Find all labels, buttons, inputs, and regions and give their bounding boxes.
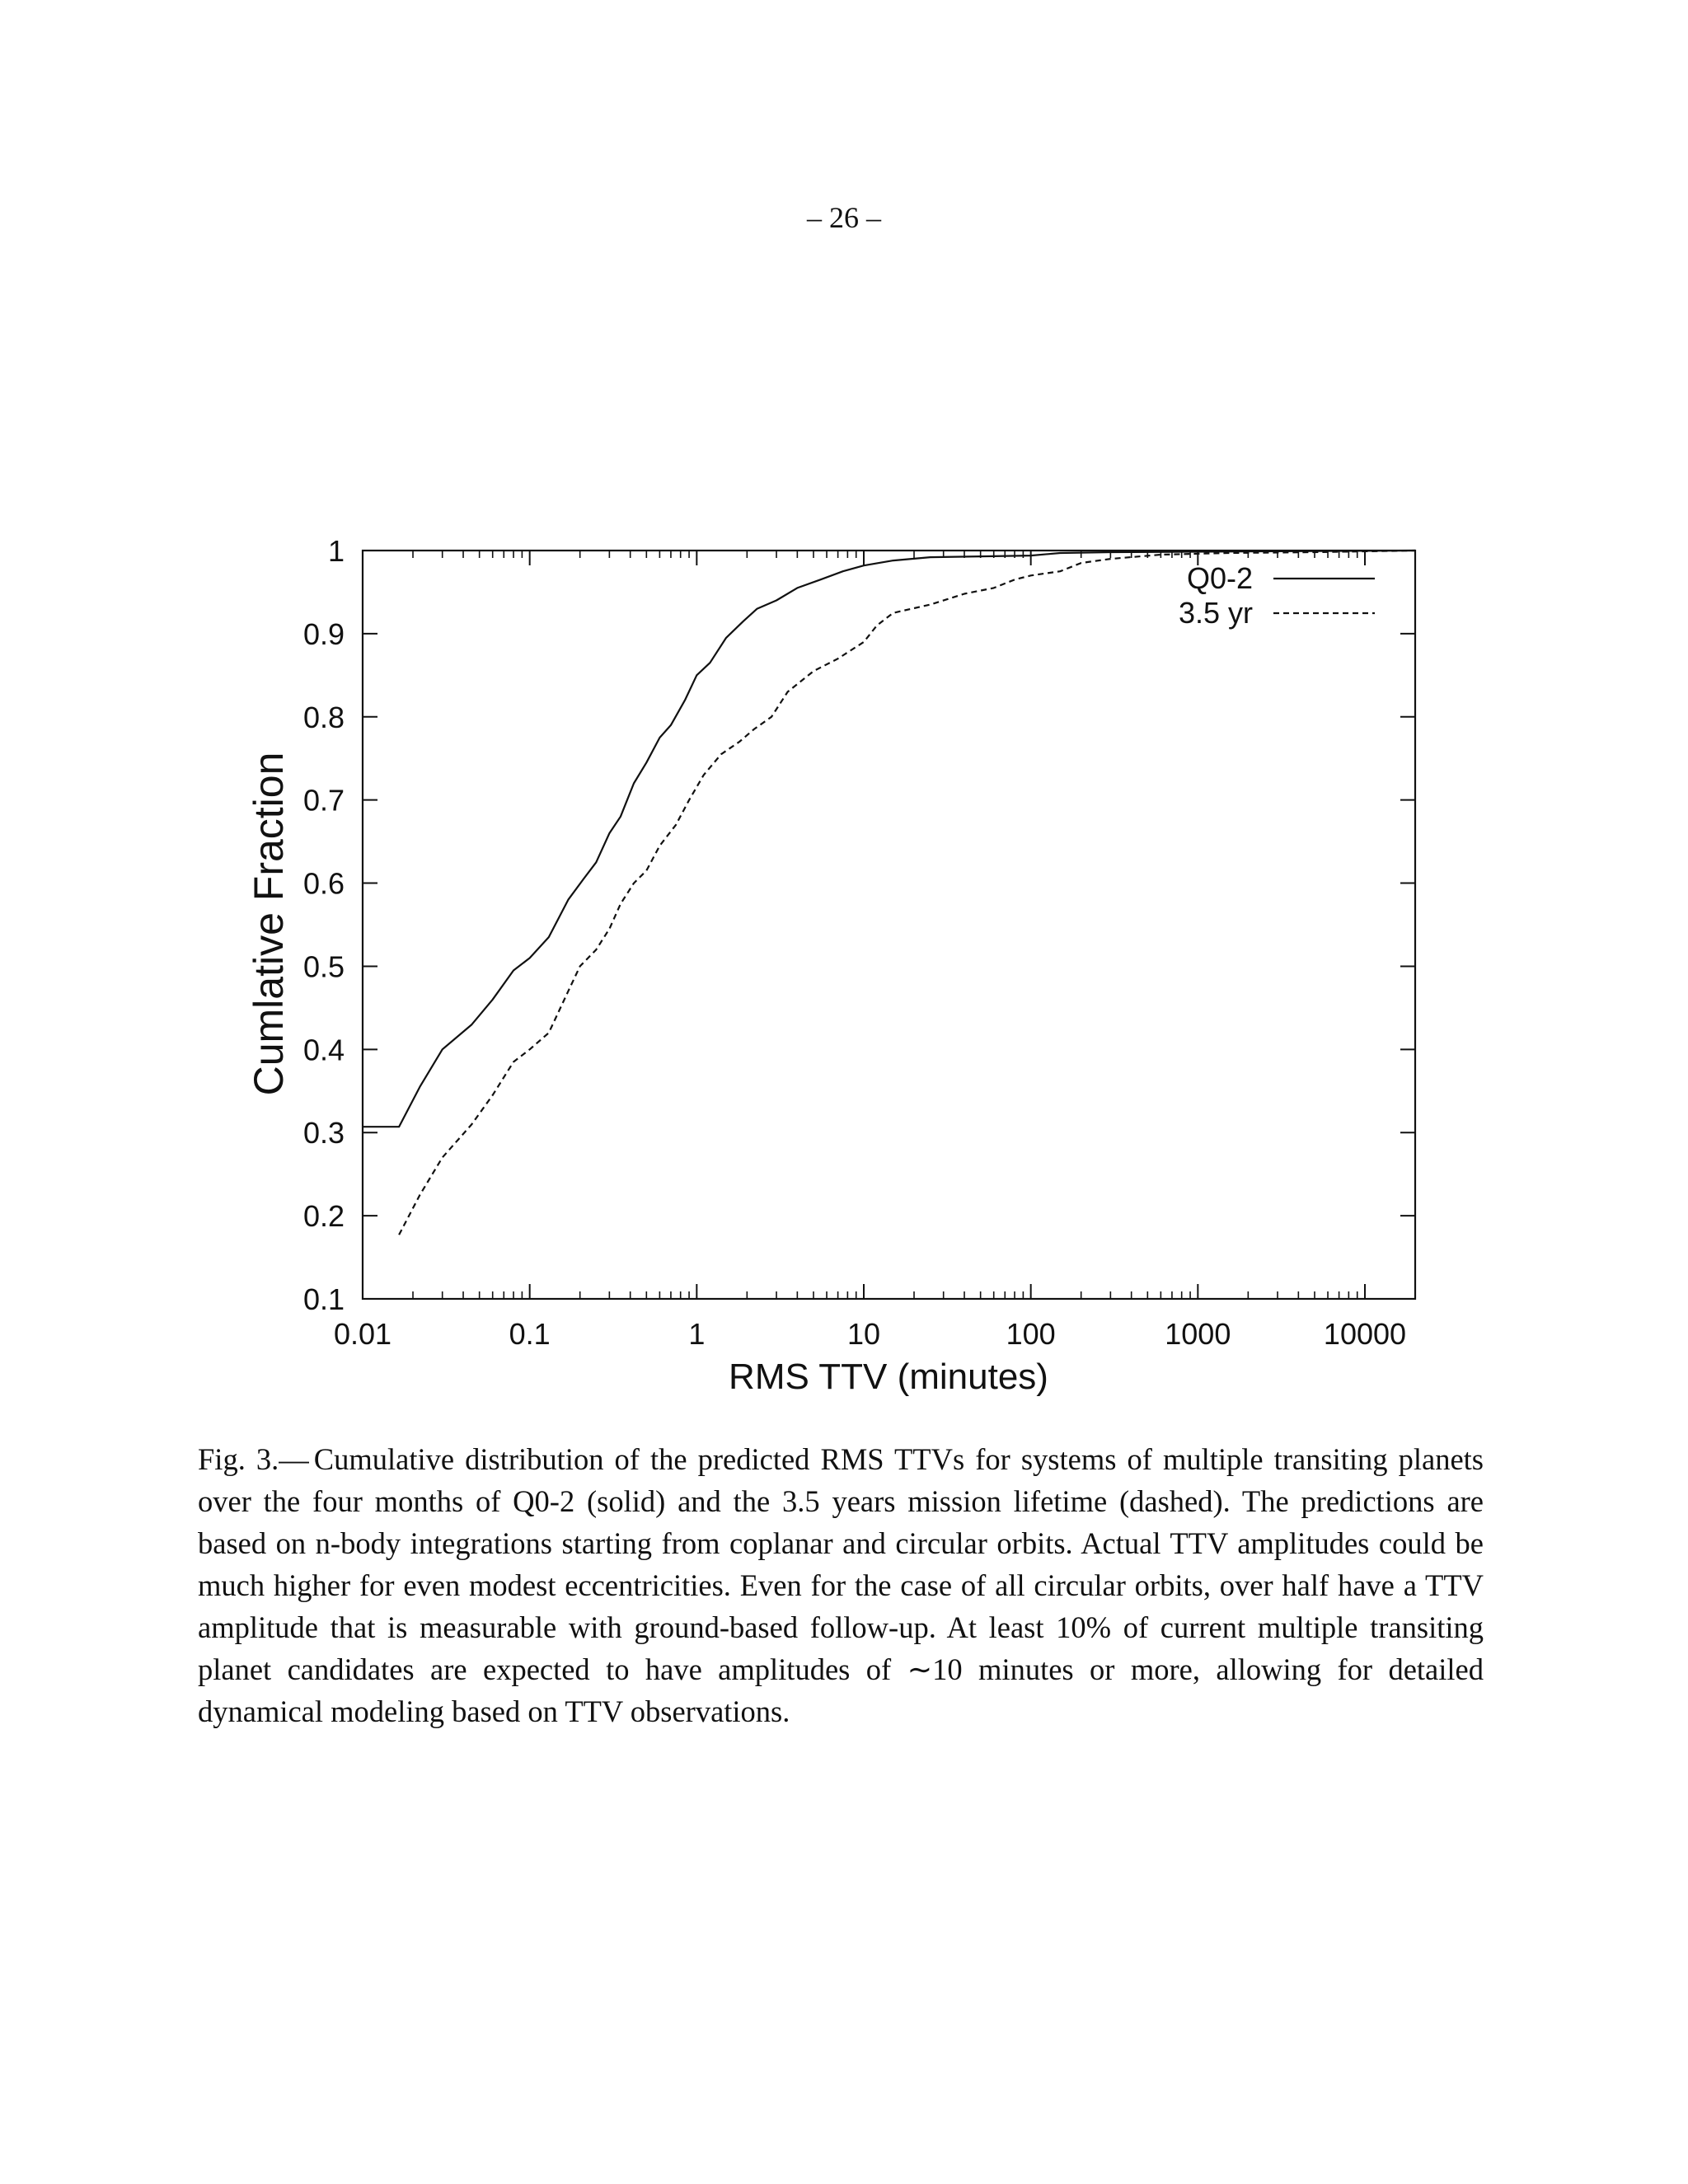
y-tick-label: 0.7 — [302, 783, 345, 818]
y-tick-label: 0.8 — [302, 700, 345, 734]
series-3-5yr-line — [399, 551, 1415, 1235]
plot-frame — [363, 551, 1415, 1299]
legend-label: 3.5 yr — [1178, 596, 1253, 630]
figure-caption — [198, 1438, 1484, 1732]
data-series — [363, 551, 1415, 1235]
y-tick-label: 1 — [327, 534, 345, 568]
x-axis-label: RMS TTV (minutes) — [729, 1357, 1048, 1397]
caption-label: Fig. 3.— — [198, 1442, 309, 1476]
x-tick-label: 0.1 — [509, 1317, 551, 1351]
y-tick-label: 0.1 — [302, 1282, 345, 1316]
series-q0-2-line — [363, 551, 1415, 1127]
x-tick-label: 0.01 — [333, 1317, 392, 1351]
y-tick-label: 0.3 — [302, 1116, 345, 1151]
legend — [1179, 561, 1375, 630]
y-tick-label: 0.9 — [302, 616, 345, 651]
x-tick-label: 100 — [1006, 1317, 1056, 1351]
caption-text: Cumulative distribution of the predicted RMS TTVs for systems of multiple transiting planets over the four months of Q0-2 (solid) and the 3.5 years mission lifetime (dashed). The predictions are based on n-body integrations starting from coplanar and circular orbits. Actual TTV amplitudes could be much higher for even modest eccentricities. Even for the case of all circular orbits, over half have a TTV amplitude that is measurable with ground-based follow-up. At least 10% of current multiple transiting planet candidates are expected to have amplitudes of ∼10 minutes or more, allowing for detailed dynamical modeling based on TTV observations. — [198, 1442, 1484, 1728]
y-axis-label: Cumlative Fraction — [246, 752, 292, 1096]
legend-label: Q0-2 — [1186, 561, 1253, 595]
tick-marks — [363, 551, 1415, 1299]
x-tick-label: 1000 — [1165, 1317, 1231, 1351]
page-number: – 26 – — [807, 201, 881, 234]
x-tick-label: 10000 — [1323, 1317, 1407, 1351]
y-tick-label: 0.5 — [302, 949, 345, 984]
tick-labels — [303, 534, 1406, 1351]
x-tick-label: 10 — [846, 1317, 881, 1351]
y-tick-label: 0.4 — [302, 1033, 345, 1067]
y-tick-label: 0.6 — [302, 866, 345, 901]
x-tick-label: 1 — [688, 1317, 706, 1351]
y-tick-label: 0.2 — [302, 1199, 345, 1234]
